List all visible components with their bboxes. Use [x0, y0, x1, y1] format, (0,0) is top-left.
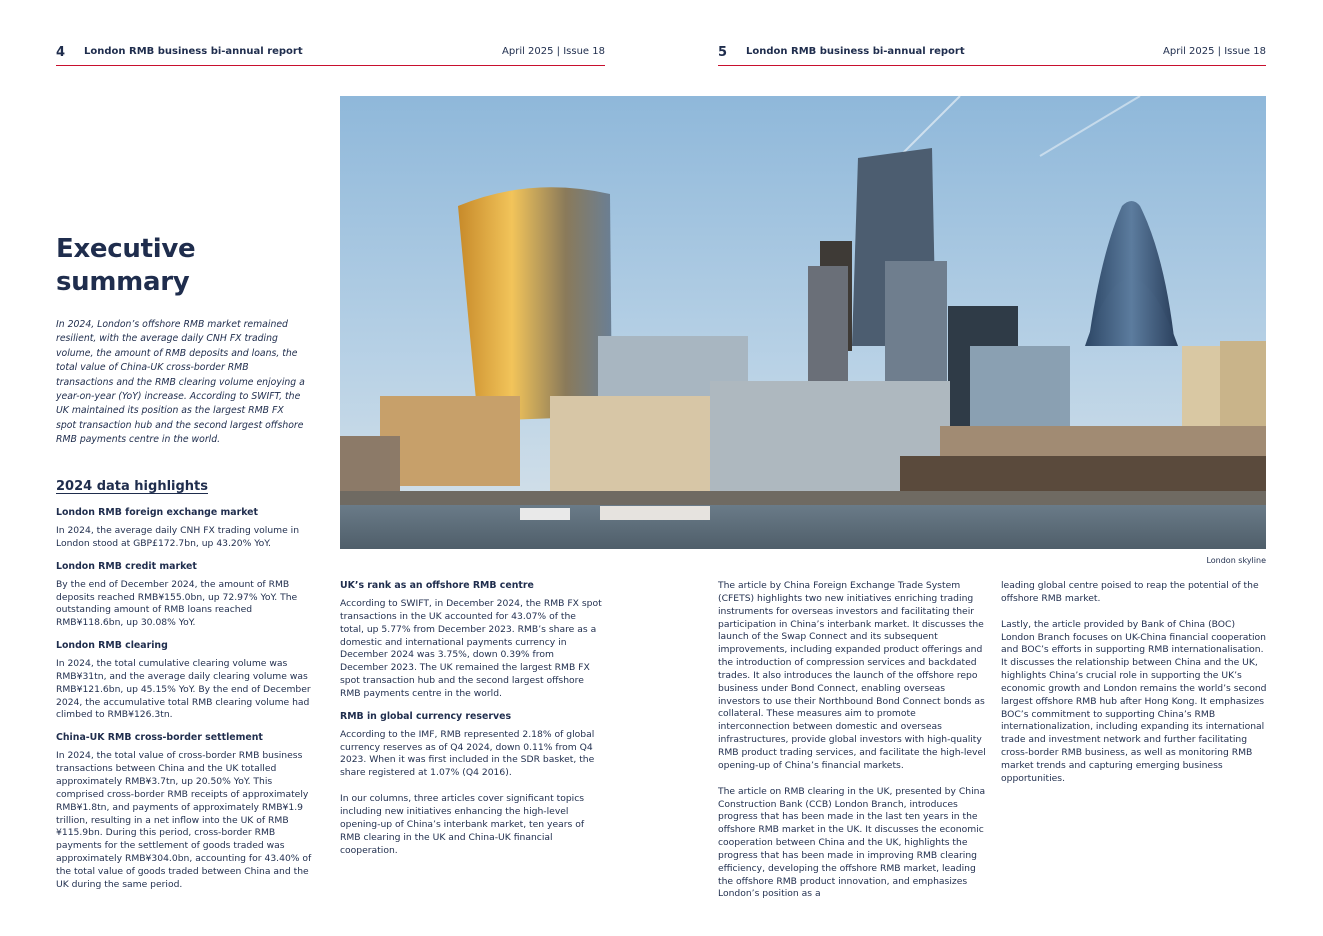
- section-heading: London RMB credit market: [56, 560, 197, 572]
- section-heading: London RMB clearing: [56, 640, 168, 652]
- page-header-right: [718, 44, 1266, 66]
- intro-paragraph: In 2024, London’s offshore RMB market remained resilient, with the average daily CNH FX trading volume, the amount of RMB deposits and loans, the total value of China-UK cross-border RMB transactions and the RMB clearing volume enjoying a year-on-year (YoY) increase. According to SWIFT, the UK maintained its position as the largest RMB FX spot transaction hub and the second largest offshore RMB payments centre in the world.: [56, 319, 305, 446]
- page-number: 5: [718, 45, 728, 60]
- right-page-column-2: [1001, 580, 1267, 796]
- closing-paragraph: In our columns, three articles cover significant topics including new initiatives enhancing the high-level opening-up of China’s interbank market, ten years of RMB clearing in the UK and China-UK financial cooperation.: [340, 793, 585, 856]
- london-skyline-photo: [340, 96, 1266, 549]
- highlights-column: [56, 507, 318, 902]
- section-body: In 2024, the total value of cross-border RMB business transactions between China and the UK totalled approximately RMB¥3.7tn, up 20.50% YoY. This comprised cross-border RMB receipts of approximately RMB¥1.8tn, and payments of approximately RMB¥1.9 trillion, resulting in a net inflow into the UK of RMB ¥115.9bn. During this period, cross-border RMB payments for the settlement of goods traded was approximately RMB¥304.0bn, accounting for 43.40% of the total value of goods traded between China and the UK during the same period.: [56, 750, 312, 890]
- issue-label: April 2025 | Issue 18: [502, 46, 605, 57]
- photo-caption: London skyline: [1206, 556, 1266, 565]
- section-heading: China-UK RMB cross-border settlement: [56, 732, 263, 744]
- section-body: By the end of December 2024, the amount of RMB deposits reached RMB¥155.0bn, up 72.97% YoY. The outstanding amount of RMB loans reached RMB¥118.6bn, up 30.08% YoY.: [56, 578, 298, 629]
- middle-column: [340, 580, 602, 867]
- page-header-left: [56, 44, 605, 66]
- skyline-illustration: [340, 96, 1266, 549]
- section-body: According to the IMF, RMB represented 2.18% of global currency reserves as of Q4 2024, down 0.11% from Q4 2023. When it was first included in the SDR basket, the share registered at 1.07% (Q4 2016).: [340, 728, 595, 779]
- section-heading: London RMB foreign exchange market: [56, 507, 259, 518]
- section-heading: UK’s rank as an offshore RMB centre: [340, 580, 534, 591]
- page-title: Executive summary: [56, 234, 196, 297]
- cfets-paragraph: The article by China Foreign Exchange Trade System (CFETS) highlights two new initiatives enriching trading instruments for overseas investors and facilitating their participation in China’s interbank market. It discusses the launch of the Swap Connect and its subsequent improvements, including expanded product offerings and the introduction of compression services and backdated trades. It also introduces the launch of the offshore repo business under Bond Connect, enabling overseas investors to use their Northbound Bond Connect bonds as collateral. These measures aim to promote interconnection between domestic and overseas infrastructures, provide global investors with high-quality RMB product trading services, and facilitate the high-level opening-up of China’s financial markets.: [718, 580, 986, 771]
- boc-paragraph: Lastly, the article provided by Bank of China (BOC) London Branch focuses on UK-China financial cooperation and BOC’s efforts in supporting RMB internationalisation. It discusses the relationship between China and the UK, highlights China’s crucial role in supporting the UK’s economic growth and London remains the world’s second largest offshore RMB hub after Hong Kong. It emphasizes BOC’s commitment to supporting China’s RMB internationalization, including expanding its international trade and investment network and further facilitating cross-border RMB business, as well as monitoring RMB market trends and capturing emerging business opportunities.: [1001, 618, 1267, 784]
- right-page-column-1: [718, 580, 986, 911]
- continuation-paragraph: leading global centre poised to reap the potential of the offshore RMB market.: [1001, 580, 1259, 604]
- issue-label: April 2025 | Issue 18: [1163, 46, 1266, 57]
- section-body: In 2024, the average daily CNH FX trading volume in London stood at GBP£172.7bn, up 43.20% YoY.: [56, 525, 300, 549]
- report-title: London RMB business bi-annual report: [84, 46, 303, 57]
- section-body: According to SWIFT, in December 2024, the RMB FX spot transactions in the UK accounted for 43.07% of the total, up 5.77% from December 2023. RMB’s share as a domestic and international payments currency in December 2024 was 3.75%, down 0.39% from December 2023. The UK remained the largest RMB FX spot transaction hub and the second largest offshore RMB payments centre in the world.: [340, 598, 602, 699]
- section-body: In 2024, the total cumulative clearing volume was RMB¥31tn, and the average daily clearing volume was RMB¥121.6bn, up 45.15% YoY. By the end of December 2024, the accumulative total RMB clearing volume had climbed to RMB¥126.3tn.: [56, 658, 311, 721]
- page-number: 4: [56, 45, 66, 60]
- highlights-title: 2024 data highlights: [56, 479, 208, 494]
- section-heading: RMB in global currency reserves: [340, 710, 512, 722]
- ccb-paragraph: The article on RMB clearing in the UK, presented by China Construction Bank (CCB) London Branch, introduces progress that has been made in the last ten years in the offshore RMB market in the UK. It discusses the economic cooperation between China and the UK, highlights the progress that has been made in improving RMB clearing efficiency, developing the offshore RMB market, leading the offshore RMB product innovation, and emphasizes London’s position as a: [718, 785, 986, 900]
- report-title: London RMB business bi-annual report: [746, 46, 965, 57]
